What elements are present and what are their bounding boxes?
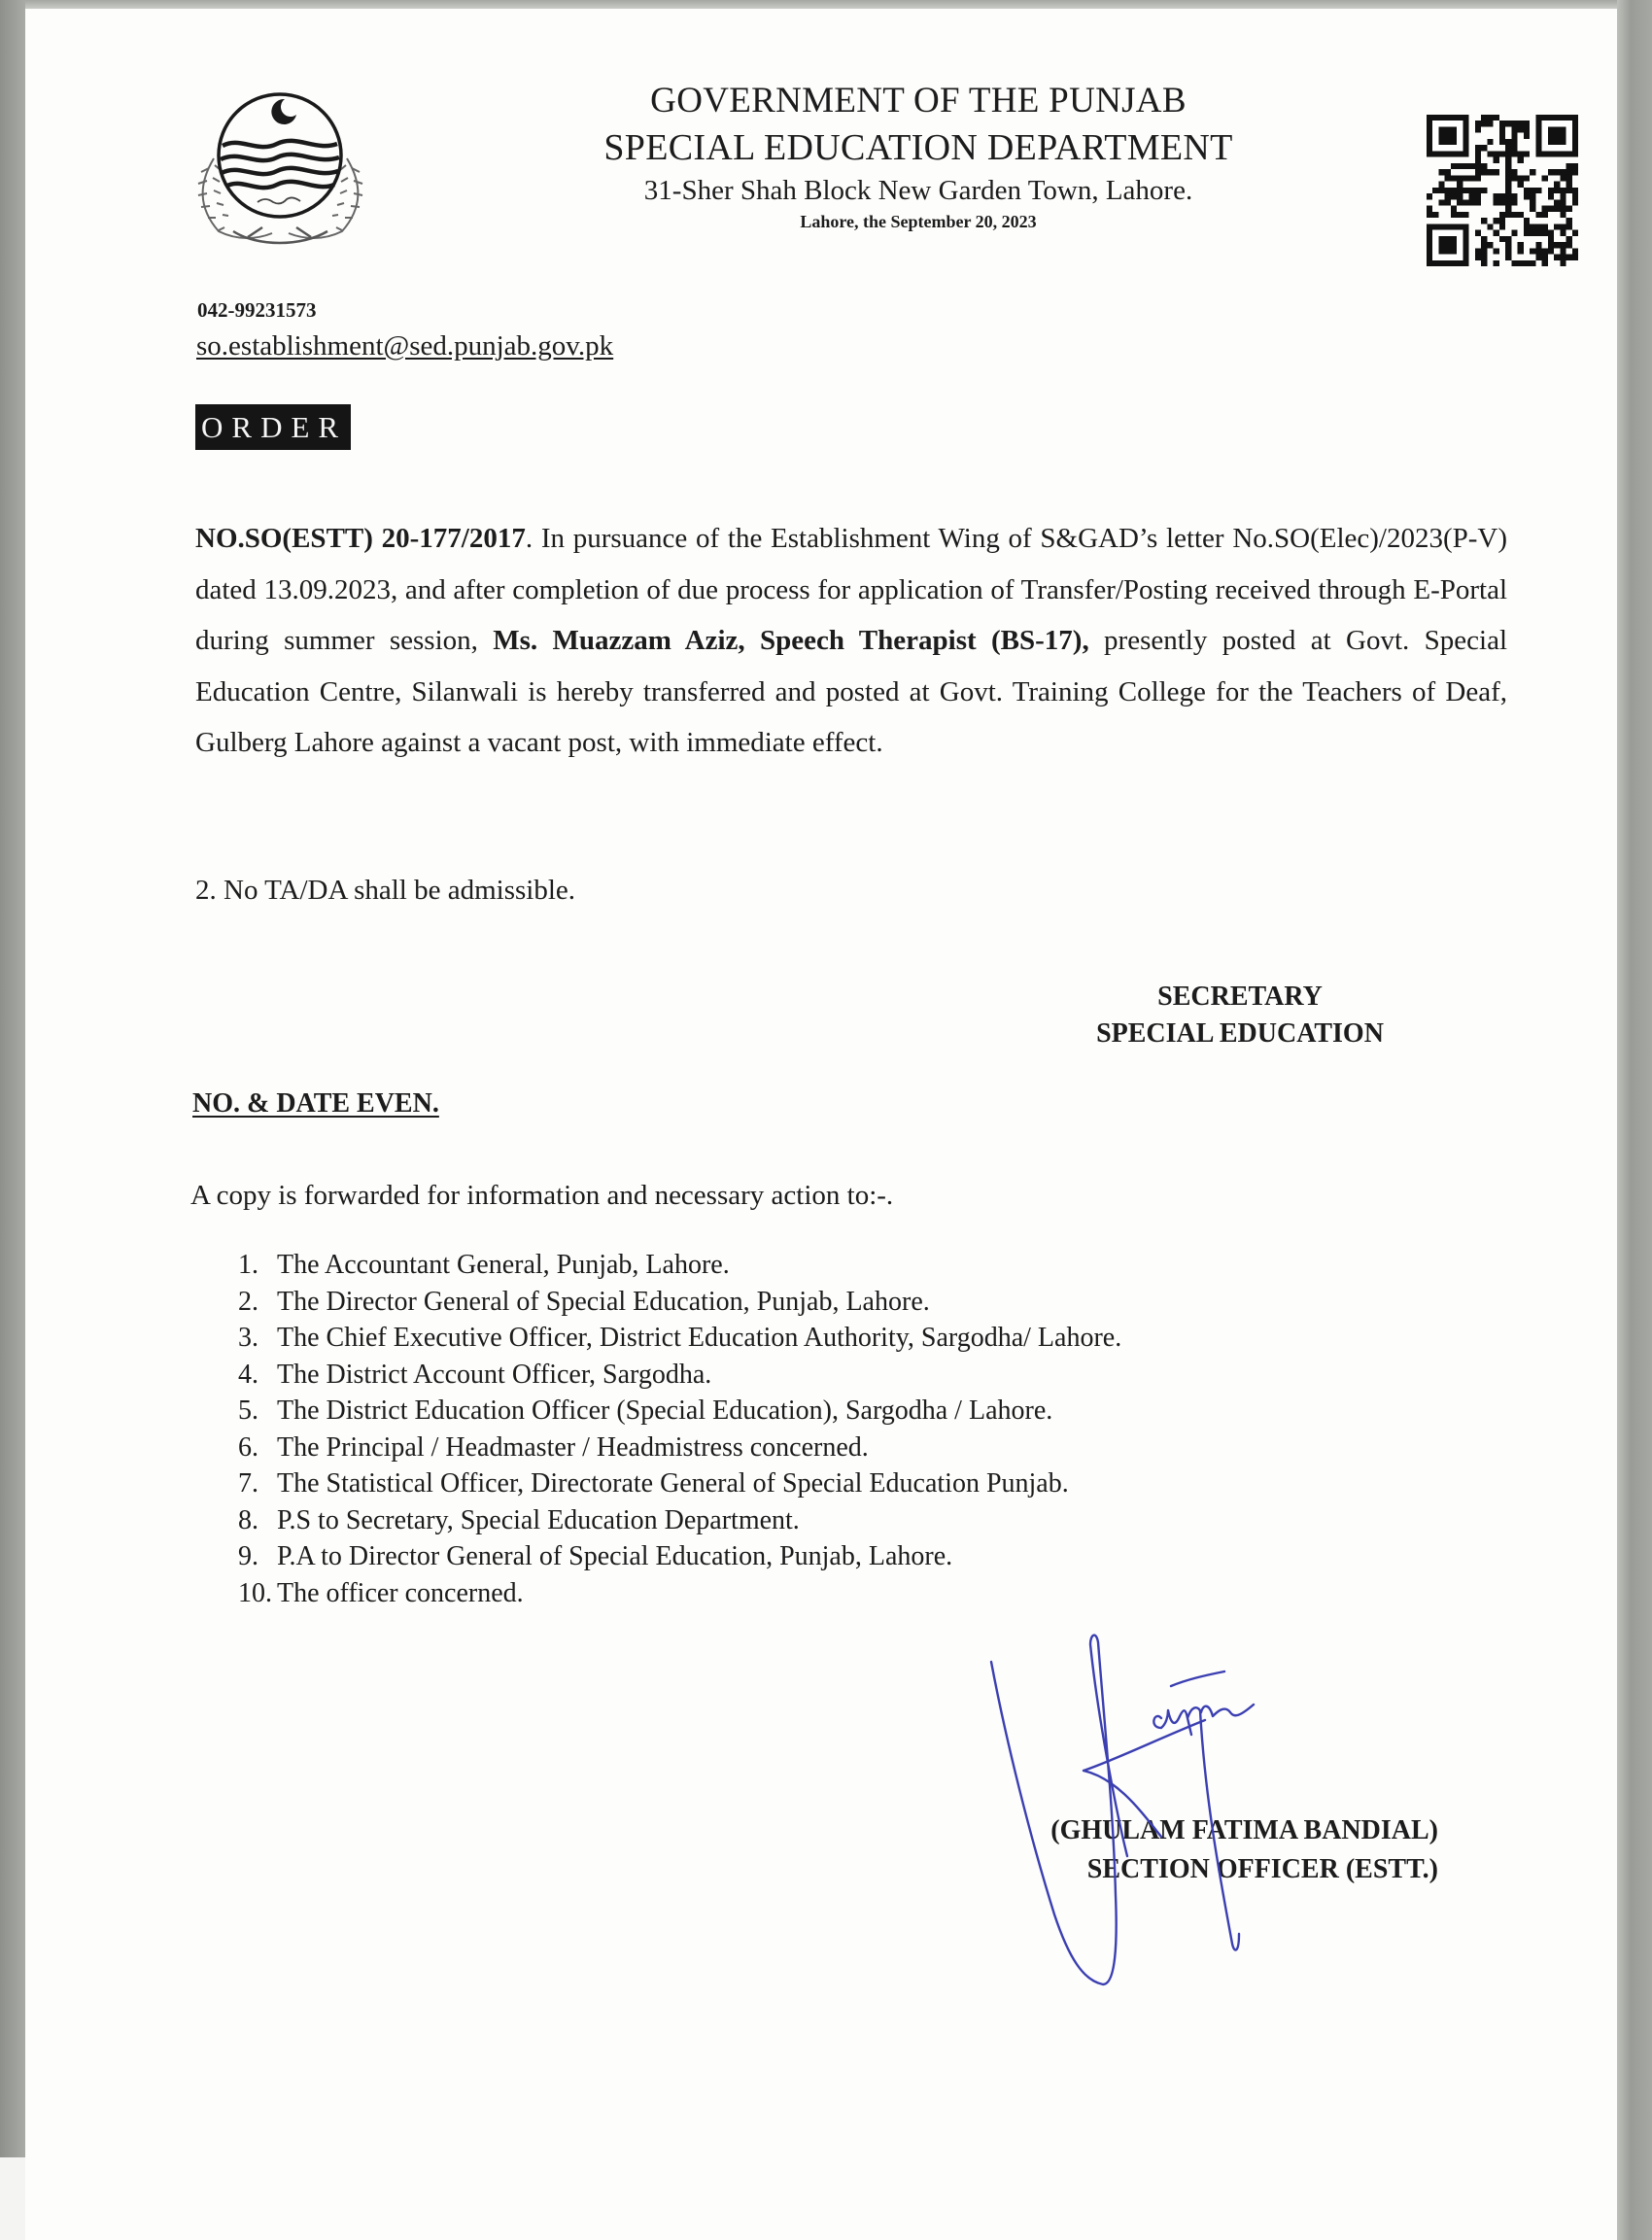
- qr-module: [1535, 188, 1541, 193]
- recipient-number: 2.: [238, 1286, 258, 1317]
- qr-module: [1511, 169, 1517, 175]
- qr-module: [1487, 115, 1493, 121]
- qr-module: [1494, 199, 1499, 205]
- recipient-number: 5.: [238, 1396, 258, 1426]
- recipient-text: The Accountant General, Punjab, Lahore.: [277, 1250, 730, 1280]
- qr-module: [1535, 248, 1541, 254]
- qr-module: [1469, 163, 1475, 169]
- qr-finder-bottom-left: [1427, 224, 1469, 266]
- qr-module: [1518, 182, 1524, 188]
- qr-module: [1499, 224, 1505, 229]
- qr-module: [1432, 212, 1438, 218]
- qr-module: [1475, 157, 1481, 163]
- order-paragraph: [195, 513, 1507, 769]
- qr-module: [1475, 169, 1481, 175]
- qr-module: [1499, 121, 1505, 126]
- qr-module: [1475, 199, 1481, 205]
- qr-module: [1518, 248, 1524, 254]
- qr-module: [1530, 230, 1535, 236]
- qr-module: [1511, 139, 1517, 145]
- qr-module: [1445, 193, 1451, 199]
- qr-module: [1530, 206, 1535, 212]
- qr-module: [1524, 126, 1530, 132]
- qr-module: [1535, 224, 1541, 229]
- qr-module: [1560, 224, 1566, 229]
- qr-module: [1457, 212, 1463, 218]
- recipient-number: 8.: [238, 1504, 258, 1535]
- recipient-list: [238, 1247, 1121, 1611]
- emblem-script: [258, 197, 300, 203]
- qr-module: [1524, 151, 1530, 156]
- qr-module: [1438, 199, 1444, 205]
- qr-module: [1524, 218, 1530, 224]
- qr-module: [1542, 260, 1548, 266]
- recipient-number: 1.: [238, 1250, 258, 1280]
- qr-module: [1427, 206, 1432, 212]
- contact-phone: 042-99231573: [197, 298, 317, 322]
- qr-module: [1499, 236, 1505, 242]
- qr-module: [1463, 199, 1468, 205]
- qr-module: [1535, 212, 1541, 218]
- qr-module: [1530, 260, 1535, 266]
- qr-module: [1445, 169, 1451, 175]
- recipient-text: The Director General of Special Education, Punjab, Lahore.: [277, 1286, 930, 1317]
- qr-module: [1494, 115, 1499, 121]
- qr-module: [1524, 230, 1530, 236]
- qr-module: [1518, 260, 1524, 266]
- qr-module: [1451, 175, 1457, 181]
- recipient-item: [238, 1465, 1121, 1502]
- recipient-text: The District Education Officer (Special Education), Sargodha / Lahore.: [277, 1396, 1053, 1426]
- order-text-part-1: . In pursuance of the Establishment Wing of S&GAD’s letter No.SO(Elec)/2023(P-V) dated 13.09.2023, and after completion of due process for application of Transfer/Posting received through E-Portal during summer session,: [195, 523, 1508, 656]
- qr-module: [1560, 255, 1566, 260]
- qr-module: [1505, 199, 1511, 205]
- qr-module: [1505, 236, 1511, 242]
- qr-module: [1566, 224, 1572, 229]
- qr-module: [1451, 212, 1457, 218]
- qr-module: [1511, 199, 1517, 205]
- scan-edge-left: [0, 0, 25, 2157]
- qr-finder-top-left: [1427, 115, 1469, 157]
- qr-module: [1499, 193, 1505, 199]
- qr-module: [1518, 126, 1524, 132]
- officer-name: Ms. Muazzam Aziz, Speech Therapist (BS-17),: [493, 625, 1089, 656]
- authority-title: SECRETARY: [1157, 982, 1323, 1012]
- qr-module: [1505, 121, 1511, 126]
- order-heading: ORDER: [195, 404, 351, 450]
- qr-module: [1530, 224, 1535, 229]
- qr-module: [1457, 175, 1463, 181]
- qr-module: [1487, 242, 1493, 248]
- recipient-text: The Statistical Officer, Directorate General of Special Education Punjab.: [277, 1468, 1069, 1499]
- handwritten-signature-icon: [962, 1623, 1273, 2002]
- qr-module: [1505, 248, 1511, 254]
- qr-module: [1560, 175, 1566, 181]
- qr-module: [1445, 199, 1451, 205]
- qr-module: [1487, 151, 1493, 156]
- qr-module: [1487, 169, 1493, 175]
- qr-module: [1560, 242, 1566, 248]
- recipient-item: [238, 1320, 1121, 1357]
- qr-module: [1566, 182, 1572, 188]
- qr-module: [1511, 133, 1517, 139]
- qr-module: [1511, 121, 1517, 126]
- header-department: SPECIAL EDUCATION DEPARTMENT: [603, 127, 1233, 168]
- emblem-waves: [221, 141, 339, 188]
- qr-module: [1494, 151, 1499, 156]
- qr-module: [1475, 188, 1481, 193]
- qr-module: [1572, 169, 1578, 175]
- header-address: 31-Sher Shah Block New Garden Town, Lahore.: [643, 175, 1193, 206]
- qr-module: [1469, 188, 1475, 193]
- qr-module: [1572, 199, 1578, 205]
- qr-module: [1511, 126, 1517, 132]
- qr-module: [1499, 151, 1505, 156]
- qr-module: [1542, 206, 1548, 212]
- qr-module: [1518, 121, 1524, 126]
- recipient-item: [238, 1538, 1121, 1575]
- qr-module: [1457, 188, 1463, 193]
- qr-module: [1432, 188, 1438, 193]
- qr-module: [1554, 206, 1560, 212]
- qr-module: [1542, 175, 1548, 181]
- qr-module: [1494, 260, 1499, 266]
- qr-module: [1481, 188, 1487, 193]
- qr-module: [1518, 175, 1524, 181]
- qr-module: [1445, 175, 1451, 181]
- qr-module: [1445, 188, 1451, 193]
- qr-module: [1505, 145, 1511, 151]
- qr-module: [1499, 212, 1505, 218]
- qr-module: [1463, 175, 1468, 181]
- qr-module: [1535, 255, 1541, 260]
- qr-module: [1505, 163, 1511, 169]
- qr-module: [1499, 218, 1505, 224]
- qr-module: [1451, 206, 1457, 212]
- qr-module: [1475, 193, 1481, 199]
- qr-module: [1481, 260, 1487, 266]
- qr-module: [1524, 133, 1530, 139]
- qr-module: [1566, 163, 1572, 169]
- qr-module: [1499, 126, 1505, 132]
- qr-module: [1457, 163, 1463, 169]
- qr-module: [1518, 151, 1524, 156]
- signature-stroke-vertical: [1200, 1710, 1239, 1950]
- qr-module: [1475, 126, 1481, 132]
- qr-module: [1524, 175, 1530, 181]
- qr-module: [1427, 193, 1432, 199]
- qr-module: [1511, 145, 1517, 151]
- qr-module: [1572, 188, 1578, 193]
- qr-module: [1560, 206, 1566, 212]
- qr-module: [1572, 230, 1578, 236]
- qr-module: [1560, 230, 1566, 236]
- qr-module: [1505, 151, 1511, 156]
- signatory-name: (GHULAM FATIMA BANDIAL): [1050, 1815, 1438, 1845]
- qr-module: [1481, 218, 1487, 224]
- qr-module: [1542, 212, 1548, 218]
- qr-module: [1511, 230, 1517, 236]
- qr-module: [1481, 169, 1487, 175]
- qr-module: [1481, 163, 1487, 169]
- header-date: Lahore, the September 20, 2023: [800, 212, 1037, 231]
- qr-module: [1481, 145, 1487, 151]
- qr-module: [1530, 193, 1535, 199]
- qr-module: [1481, 248, 1487, 254]
- qr-module: [1524, 188, 1530, 193]
- endorsement-heading: NO. & DATE EVEN.: [192, 1088, 439, 1119]
- recipient-item: [238, 1357, 1121, 1394]
- recipient-number: 7.: [238, 1468, 258, 1499]
- qr-module: [1548, 188, 1554, 193]
- qr-module: [1494, 169, 1499, 175]
- qr-module: [1457, 199, 1463, 205]
- qr-module: [1487, 139, 1493, 145]
- qr-module: [1542, 248, 1548, 254]
- qr-module: [1524, 121, 1530, 126]
- qr-module: [1463, 212, 1468, 218]
- qr-module: [1475, 145, 1481, 151]
- qr-module: [1566, 188, 1572, 193]
- recipient-text: The officer concerned.: [277, 1577, 524, 1608]
- qr-module: [1548, 242, 1554, 248]
- qr-module: [1487, 224, 1493, 229]
- qr-module: [1481, 121, 1487, 126]
- qr-module: [1548, 169, 1554, 175]
- signatory-designation: SECTION OFFICER (ESTT.): [1086, 1854, 1438, 1884]
- qr-module: [1548, 230, 1554, 236]
- qr-module: [1469, 193, 1475, 199]
- recipient-text: The Principal / Headmaster / Headmistress concerned.: [277, 1431, 869, 1463]
- qr-module: [1505, 212, 1511, 218]
- qr-module: [1524, 224, 1530, 229]
- qr-module: [1566, 236, 1572, 242]
- qr-module: [1481, 115, 1487, 121]
- qr-module: [1530, 199, 1535, 205]
- recipient-text: P.A to Director General of Special Education, Punjab, Lahore.: [277, 1541, 953, 1571]
- qr-module: [1457, 193, 1463, 199]
- signature-stroke-bar: [1171, 1671, 1224, 1686]
- qr-module: [1566, 242, 1572, 248]
- qr-module: [1524, 193, 1530, 199]
- qr-module: [1535, 242, 1541, 248]
- recipient-text: P.S to Secretary, Special Education Department.: [277, 1504, 800, 1535]
- qr-module: [1481, 255, 1487, 260]
- qr-module: [1548, 193, 1554, 199]
- qr-module: [1475, 255, 1481, 260]
- qr-module: [1530, 169, 1535, 175]
- qr-module: [1505, 206, 1511, 212]
- qr-module: [1505, 188, 1511, 193]
- qr-module: [1505, 157, 1511, 163]
- qr-module: [1463, 163, 1468, 169]
- qr-module: [1511, 151, 1517, 156]
- qr-module: [1475, 163, 1481, 169]
- qr-module: [1554, 199, 1560, 205]
- qr-module: [1554, 224, 1560, 229]
- qr-module: [1463, 188, 1468, 193]
- qr-module: [1438, 182, 1444, 188]
- qr-module: [1572, 255, 1578, 260]
- qr-module: [1469, 199, 1475, 205]
- punjab-emblem-icon: [180, 76, 379, 249]
- qr-finder-top-right: [1535, 115, 1578, 157]
- qr-module: [1475, 121, 1481, 126]
- qr-module: [1566, 206, 1572, 212]
- qr-module: [1560, 169, 1566, 175]
- recipient-item: [238, 1393, 1121, 1430]
- qr-module: [1548, 248, 1554, 254]
- qr-module: [1494, 248, 1499, 254]
- qr-module: [1511, 175, 1517, 181]
- qr-module: [1451, 193, 1457, 199]
- qr-module: [1566, 175, 1572, 181]
- star-icon: [275, 105, 279, 109]
- qr-module: [1560, 199, 1566, 205]
- qr-module: [1535, 230, 1541, 236]
- qr-module: [1494, 157, 1499, 163]
- recipient-item: [238, 1430, 1121, 1466]
- qr-module: [1469, 175, 1475, 181]
- order-text-part-2: presently posted at Govt. Special Education Centre, Silanwali is hereby transferred and posted at Govt. Training College for the Teachers of Deaf, Gulberg Lahore against a vacant post, with immediate effect.: [195, 625, 1507, 758]
- qr-module: [1475, 175, 1481, 181]
- qr-module: [1566, 255, 1572, 260]
- qr-module: [1481, 242, 1487, 248]
- recipient-number: 9.: [238, 1541, 258, 1571]
- qr-module: [1542, 224, 1548, 229]
- crescent-icon: [271, 99, 296, 124]
- qr-module: [1560, 212, 1566, 218]
- qr-module: [1475, 248, 1481, 254]
- signature-stroke-triangle: [1084, 1720, 1205, 1837]
- endorsement-intro: A copy is forwarded for information and necessary action to:-.: [190, 1180, 894, 1211]
- qr-module: [1530, 188, 1535, 193]
- qr-module: [1554, 242, 1560, 248]
- qr-module: [1457, 182, 1463, 188]
- qr-module: [1566, 169, 1572, 175]
- qr-module: [1518, 157, 1524, 163]
- qr-module: [1494, 193, 1499, 199]
- reference-number: NO.SO(ESTT) 20-177/2017: [195, 523, 526, 554]
- qr-module: [1475, 230, 1481, 236]
- scan-edge-right: [1617, 0, 1652, 2240]
- qr-module: [1475, 151, 1481, 156]
- paragraph-2: 2. No TA/DA shall be admissible.: [195, 875, 576, 906]
- qr-module: [1511, 193, 1517, 199]
- qr-module: [1560, 248, 1566, 254]
- qr-module: [1505, 169, 1511, 175]
- qr-module: [1438, 169, 1444, 175]
- qr-module: [1505, 175, 1511, 181]
- qr-module: [1451, 188, 1457, 193]
- qr-module: [1499, 133, 1505, 139]
- recipient-item: [238, 1502, 1121, 1539]
- qr-module: [1560, 188, 1566, 193]
- qr-module: [1451, 163, 1457, 169]
- qr-module: [1499, 139, 1505, 145]
- qr-module: [1572, 163, 1578, 169]
- qr-module: [1505, 255, 1511, 260]
- qr-module: [1554, 188, 1560, 193]
- recipient-item: [238, 1575, 1121, 1612]
- recipient-text: The District Account Officer, Sargodha.: [277, 1359, 712, 1390]
- qr-module: [1505, 193, 1511, 199]
- qr-module: [1524, 260, 1530, 266]
- recipient-number: 6.: [238, 1431, 258, 1463]
- qr-module: [1554, 255, 1560, 260]
- emblem-ribbon: [233, 227, 327, 243]
- qr-module: [1518, 212, 1524, 218]
- qr-module: [1560, 193, 1566, 199]
- qr-module: [1518, 242, 1524, 248]
- qr-module: [1511, 260, 1517, 266]
- qr-module: [1566, 218, 1572, 224]
- authority-department: SPECIAL EDUCATION: [1096, 1018, 1384, 1049]
- header-government: GOVERNMENT OF THE PUNJAB: [650, 81, 1187, 121]
- contact-email-link[interactable]: so.establishment@sed.punjab.gov.pk: [196, 330, 614, 362]
- qr-module: [1511, 212, 1517, 218]
- qr-module: [1427, 212, 1432, 218]
- qr-module: [1548, 206, 1554, 212]
- qr-module: [1494, 218, 1499, 224]
- qr-module: [1572, 193, 1578, 199]
- recipient-text: The Chief Executive Officer, District Education Authority, Sargodha/ Lahore.: [277, 1323, 1122, 1353]
- qr-module: [1499, 199, 1505, 205]
- qr-code-icon: [1427, 114, 1578, 267]
- qr-module: [1487, 121, 1493, 126]
- qr-module: [1438, 188, 1444, 193]
- recipient-number: 4.: [238, 1359, 258, 1390]
- scan-edge-top: [25, 0, 1617, 9]
- recipient-number: 3.: [238, 1323, 258, 1353]
- qr-module: [1494, 230, 1499, 236]
- qr-module: [1542, 255, 1548, 260]
- qr-module: [1530, 248, 1535, 254]
- recipient-item: [238, 1284, 1121, 1321]
- qr-module: [1505, 139, 1511, 145]
- qr-module: [1481, 236, 1487, 242]
- qr-module: [1548, 236, 1554, 242]
- qr-module: [1572, 248, 1578, 254]
- qr-module: [1505, 182, 1511, 188]
- qr-module: [1554, 182, 1560, 188]
- qr-module: [1554, 169, 1560, 175]
- qr-module: [1505, 242, 1511, 248]
- qr-module: [1560, 260, 1566, 266]
- signature-stroke-left: [991, 1636, 1127, 1984]
- recipient-item: [238, 1247, 1121, 1284]
- recipient-number: 10.: [238, 1577, 272, 1608]
- qr-module: [1542, 230, 1548, 236]
